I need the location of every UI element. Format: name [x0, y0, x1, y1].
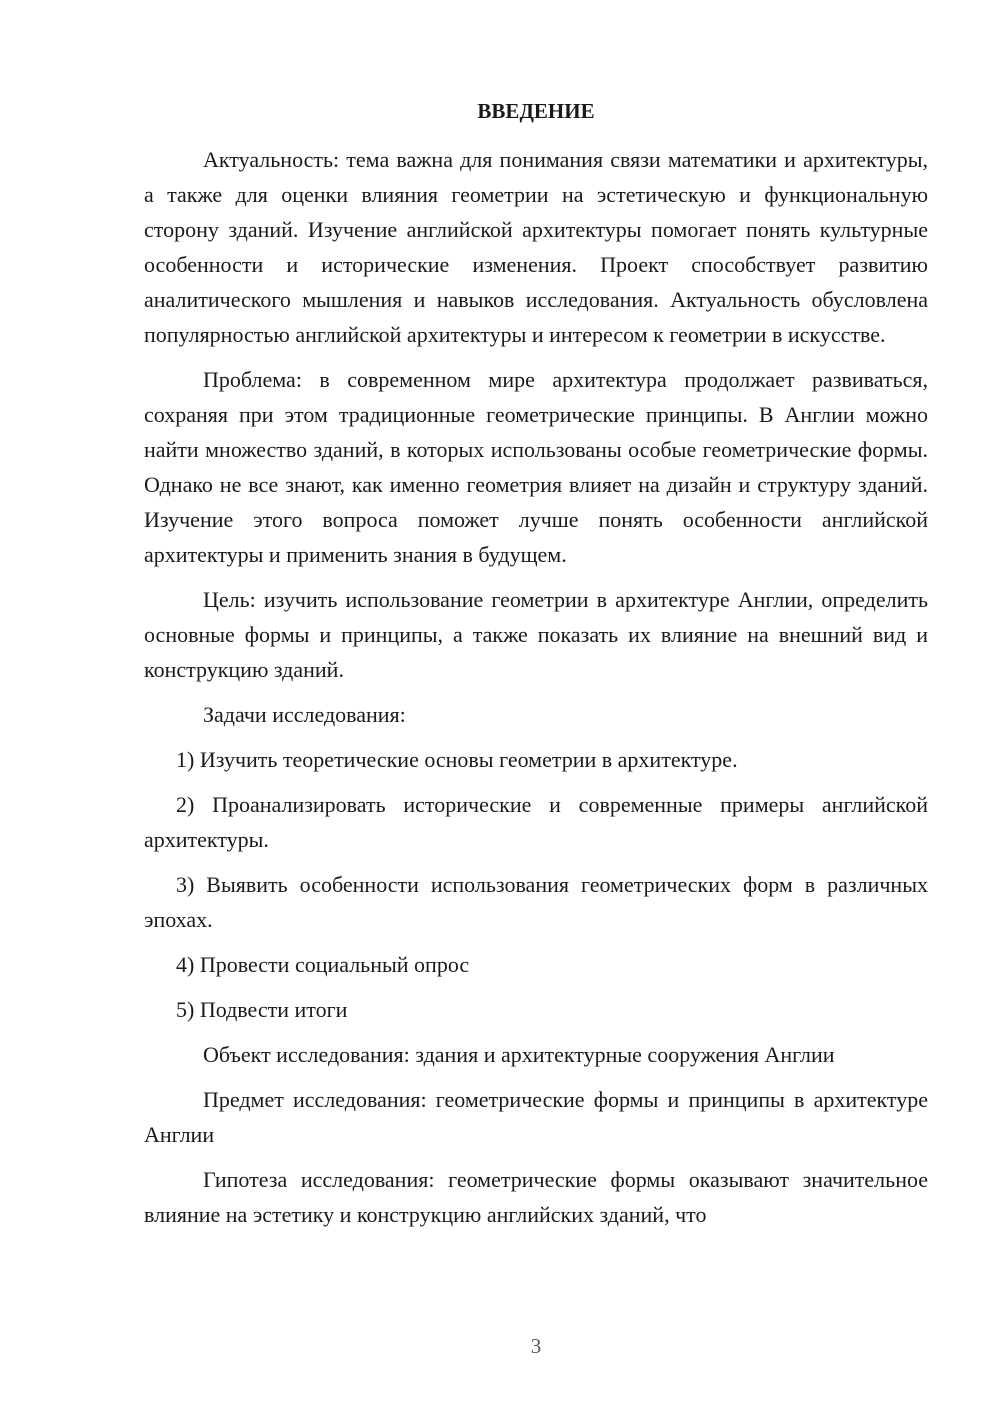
- task-item-4: 4) Провести социальный опрос: [176, 952, 470, 977]
- subject-paragraph: Предмет исследования: геометрические формы и принципы в архитектуре Англии: [144, 1087, 928, 1147]
- problem-paragraph: Проблема: в современном мире архитектура продолжает развиваться, сохраняя при этом традиционные геометрические принципы. В Англии можно найти множество зданий, в которых использованы особые геометрические формы. Однако не все знают, как именно геометрия влияет на дизайн и структуру зданий. Изучение этого вопроса поможет лучше понять особенности английской архитектуры и применить знания в будущем.: [144, 367, 928, 567]
- page-title: ВВЕДЕНИЕ: [477, 99, 595, 123]
- document-body: [144, 142, 928, 1242]
- task-item-5: 5) Подвести итоги: [176, 997, 348, 1022]
- page-number: 3: [530, 1334, 542, 1358]
- task-item-3: 3) Выявить особенности использования геометрических форм в различных эпохах.: [144, 872, 928, 932]
- task-item-1: 1) Изучить теоретические основы геометрии в архитектуре.: [176, 747, 738, 772]
- hypothesis-paragraph: Гипотеза исследования: геометрические формы оказывают значительное влияние на эстетику и конструкцию английских зданий, что: [144, 1167, 928, 1227]
- tasks-heading: Задачи исследования:: [203, 702, 406, 727]
- task-item-2: 2) Проанализировать исторические и современные примеры английской архитектуры.: [144, 792, 928, 852]
- object-paragraph: Объект исследования: здания и архитектурные сооружения Англии: [203, 1042, 835, 1067]
- relevance-paragraph: Актуальность: тема важна для понимания связи математики и архитектуры, а также для оценки влияния геометрии на эстетическую и функциональную сторону зданий. Изучение английской архитектуры помогает понять культурные особенности и исторические изменения. Проект способствует развитию аналитического мышления и навыков исследования. Актуальность обусловлена популярностью английской архитектуры и интересом к геометрии в искусстве.: [144, 147, 928, 347]
- goal-paragraph: Цель: изучить использование геометрии в архитектуре Англии, определить основные формы и принципы, а также показать их влияние на внешний вид и конструкцию зданий.: [144, 587, 928, 682]
